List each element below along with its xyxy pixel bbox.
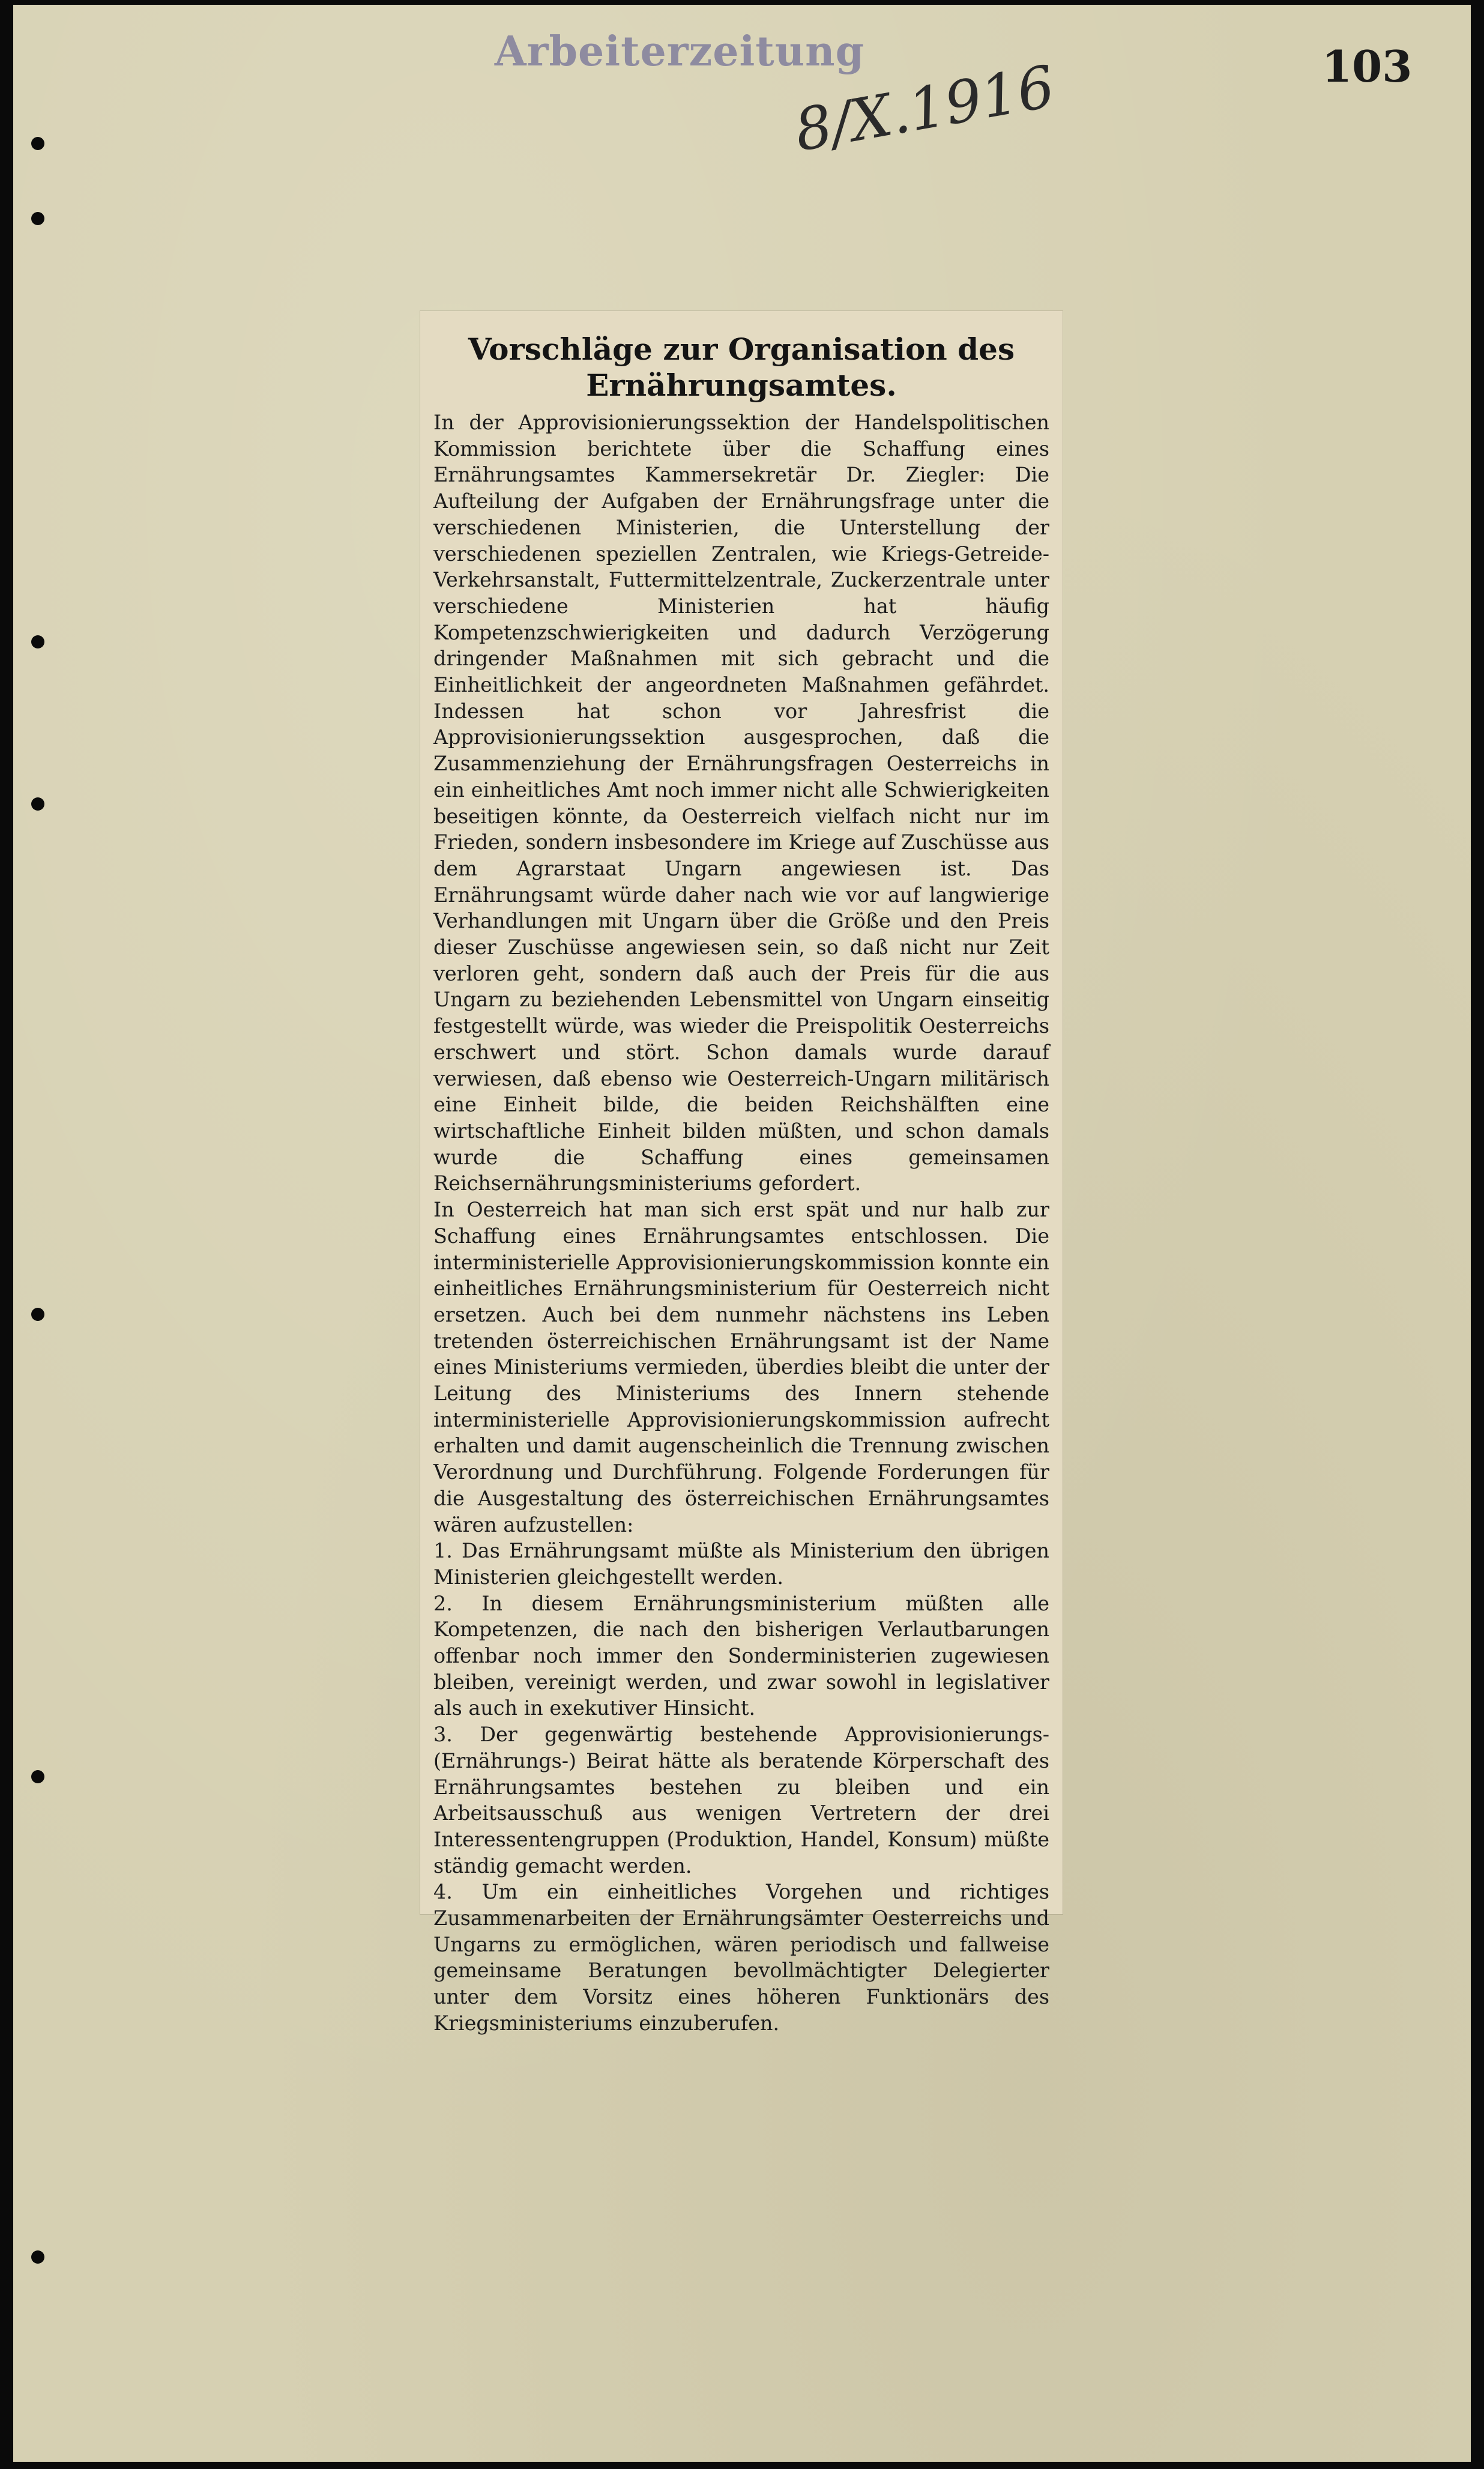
page-number: 103 xyxy=(1322,41,1413,92)
punch-hole xyxy=(31,635,44,648)
demand-item: 2. In diesem Ernährungsministerium müßten alle Kompetenzen, die nach den bisherigen Verlautbarungen offenbar noch immer den Sonderministerien zugewiesen bleiben, vereinigt werden, und zwar sowohl in legislativer als auch in exekutiver Hinsicht. xyxy=(433,1591,1049,1720)
newspaper-stamp: Arbeiterzeitung xyxy=(494,28,865,76)
punch-hole xyxy=(31,1770,44,1783)
article-paragraph: In Oesterreich hat man sich erst spät und nur halb zur Schaffung eines Ernährungsamtes entschlossen. Die interministerielle Approvisionierungskommission konnte ein einheitliches Ernährungsministerium für Oesterreich nicht ersetzen. Auch bei dem nunmehr nächstens ins Leben tretenden österreichischen Ernährungsamt ist der Name eines Ministeriums vermieden, überdies bleibt die unter der Leitung des Ministeriums des Innern stehende interministerielle Approvisionierungskommission aufrecht erhalten und damit augenscheinlich die Trennung zwischen Verordnung und Durchführung. Folgende Forderungen für die Ausgestaltung des österreichischen Ernährungsamtes wären aufzustellen: xyxy=(433,1198,1049,1537)
newspaper-clipping xyxy=(420,311,1063,2035)
punch-hole xyxy=(31,797,44,811)
punch-hole xyxy=(31,2250,44,2264)
demand-item: 1. Das Ernährungsamt müßte als Ministerium den übrigen Ministerien gleichgestellt werden. xyxy=(433,1539,1049,1589)
handwritten-date: 8/X.1916 xyxy=(789,52,1060,165)
article-headline: Vorschläge zur Organisation des Ernährungsamtes. xyxy=(468,331,1015,403)
punch-hole xyxy=(31,1308,44,1321)
demand-item: 4. Um ein einheitliches Vorgehen und richtiges Zusammenarbeiten der Ernährungsämter Oesterreichs und Ungarns zu ermöglichen, wären periodisch und fallweise gemeinsame Beratungen bevollmächtigter Delegierter unter dem Vorsitz eines höheren Funktionärs des Kriegsministeriums einzuberufen. xyxy=(433,1880,1049,2035)
punch-hole xyxy=(31,137,44,150)
article-paragraph: In der Approvisionierungssektion der Handelspolitischen Kommission berichtete über die Schaffung eines Ernährungsamtes Kammersekretär Dr. Ziegler: Die Aufteilung der Aufgaben der Ernährungsfrage unter die verschiedenen Ministerien, die Unterstellung der verschiedenen speziellen Zentralen, wie Kriegs-Getreide-Verkehrsanstalt, Futtermittelzentrale, Zuckerzentrale unter verschiedene Ministerien hat häufig Kompetenzschwierigkeiten und dadurch Verzögerung dringender Maßnahmen mit sich gebracht und die Einheitlichkeit der angeordneten Maßnahmen gefährdet. Indessen hat schon vor Jahresfrist die Approvisionierungssektion ausgesprochen, daß die Zusammenziehung der Ernährungsfragen Oesterreichs in ein einheitliches Amt noch immer nicht alle Schwierigkeiten beseitigen könnte, da Oesterreich vielfach nicht nur im Frieden, sondern insbesondere im Kriege auf Zuschüsse aus dem Agrarstaat Ungarn angewiesen ist. Das Ernährungsamt würde daher nach wie vor auf langwierige Verhandlungen mit Ungarn über die Größe und den Preis dieser Zuschüsse angewiesen sein, so daß nicht nur Zeit verloren geht, sondern daß auch der Preis für die aus Ungarn zu beziehenden Lebensmittel von Ungarn einseitig festgestellt würde, was wieder die Preispolitik Oesterreichs erschwert und stört. Schon damals wurde darauf verwiesen, daß ebenso wie Oesterreich-Ungarn militärisch eine Einheit bilde, die beiden Reichshälften eine wirtschaftliche Einheit bilden müßten, und schon damals wurde die Schaffung eines gemeinsamen Reichsernährungsministeriums gefordert. xyxy=(433,411,1049,1195)
demand-item: 3. Der gegenwärtig bestehende Approvisionierungs- (Ernährungs-) Beirat hätte als beratende Körperschaft des Ernährungsamtes bestehen zu bleiben und ein Arbeitsausschuß aus wenigen Vertretern der drei Interessentengruppen (Produktion, Handel, Konsum) müßte ständig gemacht werden. xyxy=(433,1723,1049,1878)
archive-sheet xyxy=(13,5,1471,2462)
punch-hole xyxy=(31,212,44,225)
